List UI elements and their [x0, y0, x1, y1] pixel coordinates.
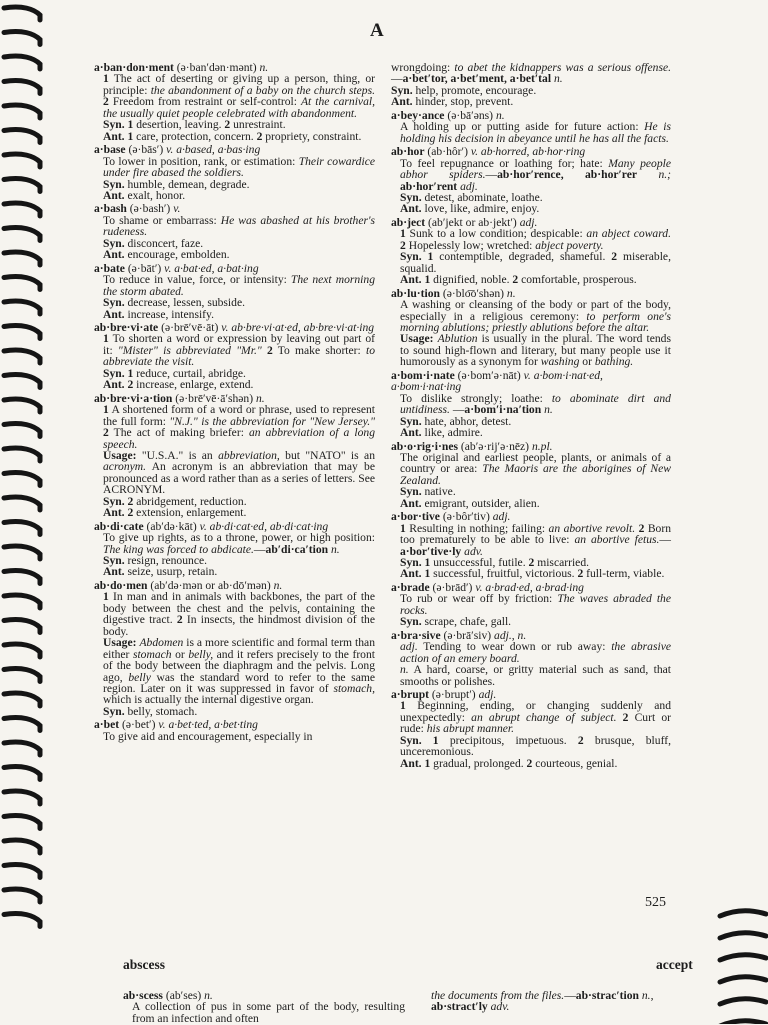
entry-part-of-speech: adj.	[478, 688, 497, 702]
dictionary-entry	[391, 110, 671, 144]
entry-part-of-speech: n.	[204, 989, 213, 1002]
binding-coil	[4, 546, 40, 559]
binding-coil	[4, 448, 40, 461]
entry-definition: A holding up or putting aside for future action: He is holding his decision in abeyance until he has all the facts.	[400, 120, 671, 145]
entry-definition: adj. Tending to wear down or rub away: the abrasive action of an emery board. n. A hard, coarse, or gritty material such as sand, that smooths or polishes.	[400, 640, 671, 688]
binding-coil	[4, 129, 40, 142]
binding-coil	[4, 423, 40, 436]
entry-definition: 1 The act of deserting or giving up a person, thing, or principle: the abandonment of a baby on the church steps. 2 Freedom from restraint or self-control: At the carnival, the usually quiet people celebrated with abandonment. Syn. 1 desertion, leaving. 2 unrestraint. Ant. 1 care, protection, concern. 2 propriety, constraint.	[103, 72, 375, 143]
entry-part-of-speech: v. a·based, a·bas·ing	[166, 143, 261, 157]
dictionary-entry	[94, 521, 375, 578]
entry-headword: a·bra·sive	[391, 628, 441, 642]
entry-part-of-speech: adj.	[519, 215, 538, 229]
entry-pronunciation: (ə·brē′vē·ā′shən)	[172, 391, 256, 405]
binding-coil	[4, 913, 40, 926]
entry-part-of-speech: v. ab·horred, ab·hor·ring	[470, 145, 586, 159]
dictionary-entry	[391, 441, 671, 510]
binding-coil	[4, 325, 40, 338]
entry-definition: 1 A shortened form of a word or phrase, used to represent the full form: "N.J." is the abbreviation for "New Jersey." 2 The act of making briefer: an abbreviation of a long speech. Usage: "U.S.A." is an abbreviation, but "NATO" is an acronym. An acronym is an abbreviation that may be pronounced as a word rather than as a series of letters. See ACRONYM. Syn. 2 abridgement, reduction. Ant. 2 extension, enlargement.	[103, 403, 376, 520]
entry-part-of-speech: n.pl.	[531, 439, 553, 453]
entry-part-of-speech: v.	[173, 202, 181, 216]
dictionary-entry	[391, 62, 671, 108]
entry-pronunciation: (ab′ses)	[162, 989, 205, 1002]
spiral-binding	[0, 0, 80, 930]
entry-headword: ab·bre·vi·ate	[94, 320, 159, 334]
entry-headword: a·brupt	[391, 688, 430, 702]
binding-coil	[4, 105, 40, 118]
binding-coil	[4, 644, 40, 657]
dictionary-entry	[94, 62, 375, 142]
entry-pronunciation: (ə·brād′)	[429, 580, 476, 594]
entry-definition: To dislike strongly; loathe: to abominate dirt and untidiness. —a·bom′i·na′tion n. Syn. hate, abhor, detest. Ant. like, admire.	[400, 391, 671, 440]
binding-coil	[4, 472, 40, 485]
entry-headword: ab·lu·tion	[391, 286, 440, 300]
binding-coil	[4, 693, 40, 706]
entry-headword: ab·scess	[123, 989, 163, 1002]
entry-headword: a·bey·ance	[391, 108, 445, 122]
binding-coil	[4, 203, 40, 216]
entry-pronunciation: (ə·bāt′)	[124, 261, 165, 275]
entry-pronunciation: (ə·bās′)	[125, 143, 167, 157]
entry-headword: a·bom·i·nate	[391, 368, 455, 382]
binding-coil	[4, 815, 40, 828]
entry-definition: To give up rights, as to a throne, power, or high position: The king was forced to abdicate.—ab′di·ca′tion n. Syn. resign, renounce. Ant. seize, usurp, retain.	[103, 531, 375, 579]
entry-headword: a·brade	[391, 580, 430, 594]
entry-definition: wrongdoing: to abet the kidnappers was a serious offense.—a·bet′tor, a·bet′ment, a·bet′tal n. Syn. help, promote, encourage. Ant. hinder, stop, prevent.	[391, 61, 672, 109]
guide-word-right: accept	[656, 957, 693, 972]
dictionary-entry	[391, 288, 671, 368]
entry-pronunciation: (ə·blo͞o′shən)	[439, 286, 507, 300]
entry-part-of-speech: n.	[506, 286, 516, 300]
entry-headword: a·bet	[94, 718, 120, 732]
entry-definition: 1 In man and in animals with backbones, the part of the body between the chest and the pelvis, containing the digestive tract. 2 In insects, the hindmost division of the body. Usage: Abdomen is a more scientific and formal term than either stomach or belly, and it refers precisely to the front of the body between the diaphragm and the pelvis. Long ago, belly was the standard word to refer to the same region. Later on it was suppressed in favor of stomach, which is actually the internal digestive organ. Syn. belly, stomach.	[103, 590, 375, 718]
dictionary-entry	[391, 582, 671, 628]
dictionary-entry	[391, 217, 671, 286]
entry-headword: ab·ject	[391, 215, 426, 229]
entry-definition: 1 Sunk to a low condition; despicable: an abject coward. 2 Hopelessly low; wretched: abject poverty. Syn. 1 contemptible, degraded, shameful. 2 miserable, squalid. Ant. 1 dignified, noble. 2 comfortable, prosperous.	[400, 227, 671, 287]
entry-part-of-speech: n.	[495, 108, 505, 122]
entry-headword: ab·di·cate	[94, 519, 144, 533]
entry-part-of-speech: v. a·brad·ed, a·brad·ing	[475, 580, 584, 594]
guide-word-left: abscess	[123, 957, 166, 972]
entry-headword: ab·o·rig·i·nes	[391, 439, 458, 453]
entry-pronunciation: (ə·bet′)	[119, 718, 159, 732]
binding-coil	[4, 497, 40, 510]
next-page-right-column	[431, 990, 701, 1013]
binding-coil	[4, 889, 40, 902]
dictionary-entry	[94, 144, 375, 201]
entry-heading-line	[391, 370, 671, 393]
binding-coil	[4, 864, 40, 877]
binding-coil	[4, 619, 40, 632]
binding-coil	[4, 7, 40, 20]
entry-pronunciation: (ə·bā′əns)	[444, 108, 496, 122]
entry-headword: a·bate	[94, 261, 125, 275]
dictionary-entry	[94, 393, 375, 519]
entry-part-of-speech: n.	[259, 61, 269, 74]
binding-coil	[4, 301, 40, 314]
binding-coil	[4, 766, 40, 779]
dictionary-entry	[94, 203, 375, 260]
entry-headword: a·bor·tive	[391, 510, 440, 524]
entry-pronunciation: (ab′də·kāt)	[143, 519, 200, 533]
entry-definition: 1 To shorten a word or expression by leaving out part of it: "Mister" is abbreviated "Mr." 2 To make shorter: to abbreviate the visit. Syn. 1 reduce, curtail, abridge. Ant. 2 increase, enlarge, extend.	[103, 332, 375, 392]
entry-definition: To reduce in value, force, or intensity: The next morning the storm abated. Syn. decrease, lessen, subside. Ant. increase, intensify.	[103, 273, 375, 321]
dictionary-entry	[391, 630, 671, 687]
dictionary-entry	[391, 511, 671, 580]
entry-definition: To lower in position, rank, or estimation: Their cowardice under fire abased the soldiers. Syn. humble, demean, degrade. Ant. exalt, honor.	[103, 154, 375, 202]
entry-part-of-speech: v. a·bom·i·nat·ed, a·bom·i·nat·ing	[391, 368, 603, 394]
page-number: 525	[645, 895, 666, 910]
entry-definition: 1 Beginning, ending, or changing suddenly and unexpectedly: an abrupt change of subject. 2 Curt or rude: his abrupt manner. Syn. 1 precipitous, impetuous. 2 brusque, bluff, unceremonious. Ant. 1 gradual, prolonged. 2 courteous, genial.	[400, 699, 671, 770]
binding-coil	[4, 717, 40, 730]
entry-headword: a·bash	[94, 202, 127, 216]
entry-part-of-speech: v. ab·di·cat·ed, ab·di·cat·ing	[199, 519, 329, 533]
binding-coil	[4, 252, 40, 265]
entry-pronunciation: (ə·bom′ə·nāt)	[454, 368, 524, 382]
binding-coil	[720, 955, 766, 960]
dictionary-entry	[94, 719, 375, 742]
entry-definition: A collection of pus in some part of the body, resulting from an infection and often	[132, 1000, 405, 1025]
entry-definition: A washing or cleansing of the body or part of the body, especially in a religious ceremony: to perform one's morning ablutions; priestly ablutions before the altar. Usage: Ablution is usually in the plural. The word tends to sound high-flown and literary, but many people use it humorously as a synonym for washing or bathing.	[400, 298, 671, 369]
entry-part-of-speech: adj., n.	[494, 628, 527, 642]
entry-headword: ab·bre·vi·a·tion	[94, 391, 173, 405]
entry-part-of-speech: v. a·bat·ed, a·bat·ing	[164, 261, 259, 275]
dictionary-entry	[94, 322, 375, 391]
binding-coil	[4, 570, 40, 583]
binding-coil	[4, 374, 40, 387]
binding-coil	[4, 31, 40, 44]
binding-coil	[4, 668, 40, 681]
entry-part-of-speech: v. ab·bre·vi·at·ed, ab·bre·vi·at·ing	[221, 320, 375, 334]
binding-coil	[4, 276, 40, 289]
binding-coil	[720, 999, 766, 1004]
entry-pronunciation: (ə·brē′vē·āt)	[158, 320, 222, 334]
entry-pronunciation: (ə·ban′dən·mənt)	[173, 61, 260, 74]
dictionary-entry	[391, 146, 671, 215]
binding-coil	[4, 595, 40, 608]
entry-headword: ab·hor	[391, 145, 425, 159]
binding-coil	[720, 911, 766, 916]
right-column	[391, 62, 671, 771]
left-column	[94, 62, 375, 744]
spiral-binding-next-page	[716, 900, 768, 1024]
entry-headword: ab·do·men	[94, 578, 148, 592]
entry-part-of-speech: v. a·bet·ted, a·bet·ting	[158, 718, 258, 732]
entry-definition: To shame or embarrass: He was abashed at his brother's rudeness. Syn. disconcert, faze. Ant. encourage, embolden.	[103, 213, 375, 262]
entry-headword: a·ban·don·ment	[94, 61, 174, 74]
binding-coil	[4, 742, 40, 755]
dictionary-entry	[391, 689, 671, 769]
next-page-left-column	[123, 990, 405, 1024]
binding-coil	[4, 840, 40, 853]
entry-pronunciation: (ab′ə·rij′ə·nēz)	[458, 439, 532, 453]
letter-heading: A	[370, 20, 384, 41]
entry-headword: a·base	[94, 143, 126, 157]
entry-pronunciation: (ə·brupt′)	[429, 688, 479, 702]
dictionary-entry	[94, 580, 375, 717]
entry-part-of-speech: n.	[256, 391, 265, 405]
binding-coil	[720, 977, 766, 982]
binding-coil	[4, 521, 40, 534]
binding-coil	[4, 56, 40, 69]
binding-coil	[720, 933, 766, 938]
entry-definition: To rub or wear off by friction: The waves abraded the rocks. Syn. scrape, chafe, gall.	[400, 592, 671, 629]
entry-definition: To give aid and encouragement, especially in	[103, 729, 313, 743]
entry-pronunciation: (ab′jekt or ab·jekt′)	[425, 215, 520, 229]
entry-part-of-speech: n.	[273, 578, 283, 592]
binding-coil	[4, 80, 40, 93]
binding-coil	[4, 350, 40, 363]
entry-pronunciation: (ab·hôr′)	[424, 145, 471, 159]
entry-pronunciation: (ə·bôr′tiv)	[439, 510, 493, 524]
dictionary-entry	[94, 263, 375, 320]
binding-coil	[4, 399, 40, 412]
entry-pronunciation: (ab′də·mən or ab·dō′mən)	[147, 578, 274, 592]
entry-definition: 1 Resulting in nothing; failing: an abortive revolt. 2 Born too prematurely to be able to live: an abortive fetus.—a·bor′tive·ly adv. Syn. 1 unsuccessful, futile. 2 miscarried. Ant. 1 successful, fruitful, victorious. 2 full-term, viable.	[400, 521, 672, 581]
binding-coil	[4, 154, 40, 167]
entry-pronunciation: (ə·bash′)	[126, 202, 174, 216]
entry-continuation: the documents from the files.—ab·strac′tion n., ab·stract′ly adv.	[431, 989, 654, 1014]
entry-pronunciation: (ə·brā′siv)	[440, 628, 495, 642]
binding-coil	[4, 791, 40, 804]
binding-coil	[4, 227, 40, 240]
binding-coil	[4, 178, 40, 191]
dictionary-entry	[391, 370, 671, 439]
entry-definition: To feel repugnance or loathing for; hate: Many people abhor spiders.—ab·hor′rence, ab·hor′rer n.; ab·hor′rent adj. Syn. detest, abominate, loathe. Ant. love, like, admire, enjoy.	[400, 156, 671, 216]
entry-definition: The original and earliest people, plants, or animals of a country or area: The Maoris are the aborigines of New Zealand. Syn. native. Ant. emigrant, outsider, alien.	[400, 450, 671, 510]
entry-part-of-speech: adj.	[492, 510, 511, 524]
